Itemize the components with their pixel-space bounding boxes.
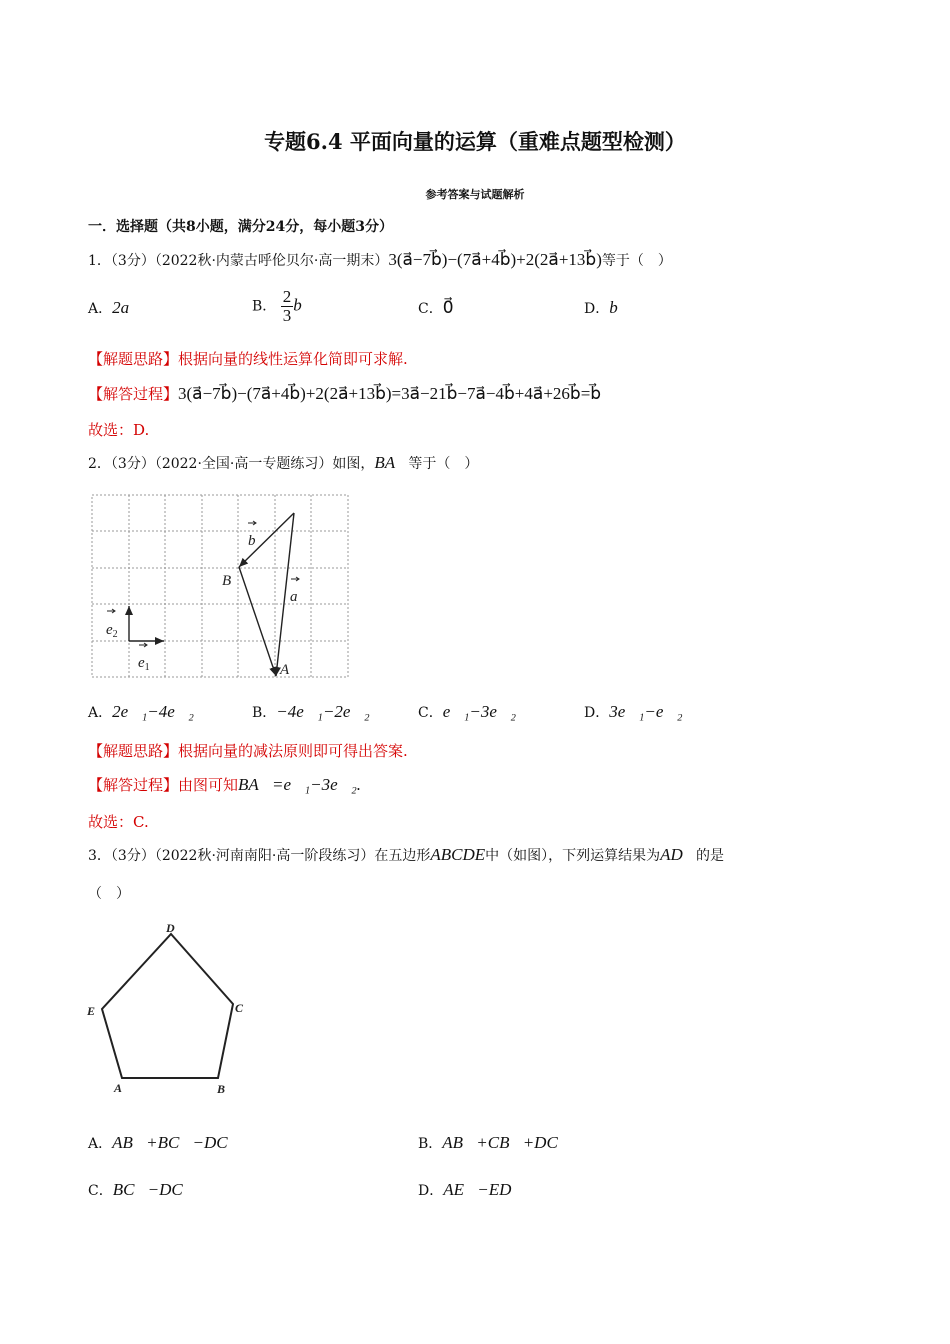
- q3-option-c-value: BC⃗−DC⃗: [112, 1180, 196, 1199]
- q3-option-d-label: D．: [418, 1183, 444, 1199]
- q3-option-b[interactable]: [418, 1133, 571, 1153]
- q3-vector: AD⃗: [660, 845, 697, 864]
- fraction-numerator: 2: [282, 287, 292, 306]
- q3-polygon-name: ABCDE: [430, 845, 486, 864]
- q1-answer: 故选：D.: [88, 421, 150, 439]
- q1-expression: 3(a⃗−7b⃗)−(7a⃗+4b⃗)+2(2a⃗+13b⃗): [388, 250, 602, 269]
- q2-vector: BA⃗: [374, 453, 409, 472]
- q3-option-b-label: B．: [418, 1136, 443, 1152]
- q1-option-c-label: C．: [418, 301, 443, 317]
- vertex-c-label: C: [235, 1001, 244, 1015]
- q2-idea: 【解题思路】根据向量的减法原则即可得出答案.: [88, 742, 408, 760]
- q1-process-line: [88, 383, 601, 404]
- q3-option-c-label: C．: [88, 1183, 113, 1199]
- q2-option-a-value: 2e⃗₁−4e⃗₂: [112, 702, 194, 721]
- q2-option-d-value: 3e⃗₁−e⃗₂: [609, 702, 683, 721]
- q2-option-a[interactable]: [88, 702, 194, 722]
- point-a-label: A: [280, 662, 290, 678]
- point-b-label: B: [222, 573, 232, 589]
- page-title: 专题6.4 平面向量的运算（重难点题型检测）: [264, 129, 686, 154]
- q3-stem-end: 的是: [696, 848, 725, 864]
- q1-stem: 1．（3分）（2022秋·内蒙古呼伦贝尔·高一期末）: [88, 253, 389, 269]
- q3-stem-line: [88, 845, 724, 865]
- q2-process-label: 【解答过程】由图可知: [88, 776, 239, 794]
- vertex-e-label: E: [87, 1004, 96, 1018]
- vector-b-label: b: [248, 533, 256, 549]
- q1-stem-end: 等于（ ）: [601, 253, 672, 269]
- q1-option-d-label: D．: [584, 301, 610, 317]
- q2-answer: 故选：C.: [88, 813, 149, 831]
- q3-option-a-value: AB⃗+BC⃗−DC⃗: [112, 1133, 241, 1152]
- q3-option-d-value: AE⃗−ED⃗: [443, 1180, 525, 1199]
- q3-option-c[interactable]: [88, 1180, 196, 1200]
- vector-e1-label: [138, 655, 150, 673]
- q1-process: 3(a⃗−7b⃗)−(7a⃗+4b⃗)+2(2a⃗+13b⃗)=3a⃗−21b⃗−7a⃗−4b⃗+4a⃗+26b⃗=b⃗: [178, 384, 602, 403]
- q1-option-b[interactable]: [252, 288, 315, 325]
- q1-option-b-label: B．: [252, 298, 277, 315]
- q2-option-b-value: −4e⃗₁−2e⃗₂: [276, 702, 370, 721]
- page-subtitle: 参考答案与试题解析: [425, 188, 525, 201]
- q1-option-d-value: b⃗: [609, 298, 631, 317]
- q3-pentagon-figure: [80, 915, 260, 1100]
- q2-process: BA⃗=e⃗₁−3e⃗₂.: [238, 775, 362, 794]
- q3-option-b-value: AB⃗+CB⃗+DC⃗: [442, 1133, 572, 1152]
- q3-stem-line2: （ ）: [88, 886, 130, 902]
- q2-option-c-label: C．: [418, 705, 443, 721]
- section-heading: 一．选择题（共8小题，满分24分，每小题3分）: [88, 219, 393, 235]
- q1-option-c-value: 0⃗: [442, 298, 454, 317]
- pentagon-shape: [102, 934, 233, 1078]
- fraction-denominator: 3: [282, 306, 292, 325]
- q1-option-a[interactable]: [88, 298, 142, 318]
- q1-option-a-label: A．: [88, 301, 113, 317]
- q1-idea: 【解题思路】根据向量的线性运算化简即可求解.: [88, 350, 408, 368]
- q2-option-b[interactable]: [252, 702, 370, 722]
- q1-option-b-var: b⃗: [293, 295, 315, 315]
- q1-option-a-value: 2a⃗: [112, 298, 143, 317]
- vector-e2-label: [106, 622, 118, 640]
- q2-stem-line: [88, 453, 478, 473]
- q2-option-c-value: e⃗₁−3e⃗₂: [442, 702, 517, 721]
- q3-stem: 3．（3分）（2022秋·河南南阳·高一阶段练习）在五边形: [88, 848, 431, 864]
- grid-lines: [92, 495, 348, 677]
- e2-letter: e: [106, 622, 113, 638]
- q3-option-a[interactable]: [88, 1133, 241, 1153]
- q1-option-b-fraction: [281, 288, 294, 325]
- q3-option-a-label: A．: [88, 1136, 113, 1152]
- q2-stem-end: 等于（ ）: [408, 456, 479, 472]
- vertex-d-label: D: [166, 921, 175, 935]
- q1-option-d[interactable]: [584, 298, 631, 318]
- q2-option-c[interactable]: [418, 702, 516, 722]
- vector-a-label: a: [290, 589, 298, 605]
- q1-stem-line: [88, 250, 672, 270]
- q2-process-line: [88, 774, 361, 795]
- q2-option-a-label: A．: [88, 705, 113, 721]
- vector-label-arrows: [107, 521, 299, 647]
- q2-option-b-label: B．: [252, 705, 277, 721]
- q2-option-d[interactable]: [584, 702, 683, 722]
- vertex-a-label: A: [114, 1081, 123, 1095]
- vertex-b-label: B: [217, 1082, 226, 1096]
- q2-grid-figure: [88, 490, 352, 684]
- vector-ba-arrow: [239, 567, 276, 676]
- q3-option-d[interactable]: [418, 1180, 525, 1200]
- q1-option-c[interactable]: [418, 298, 454, 318]
- q3-stem-mid: 中（如图），下列运算结果为: [485, 848, 661, 864]
- e1-subscript: 1: [144, 662, 150, 673]
- e1-letter: e: [138, 655, 145, 671]
- q2-stem: 2．（3分）（2022·全国·高一专题练习）如图，: [88, 456, 375, 472]
- q1-process-label: 【解答过程】: [88, 385, 179, 403]
- q2-option-d-label: D．: [584, 705, 610, 721]
- e2-subscript: 2: [112, 629, 118, 640]
